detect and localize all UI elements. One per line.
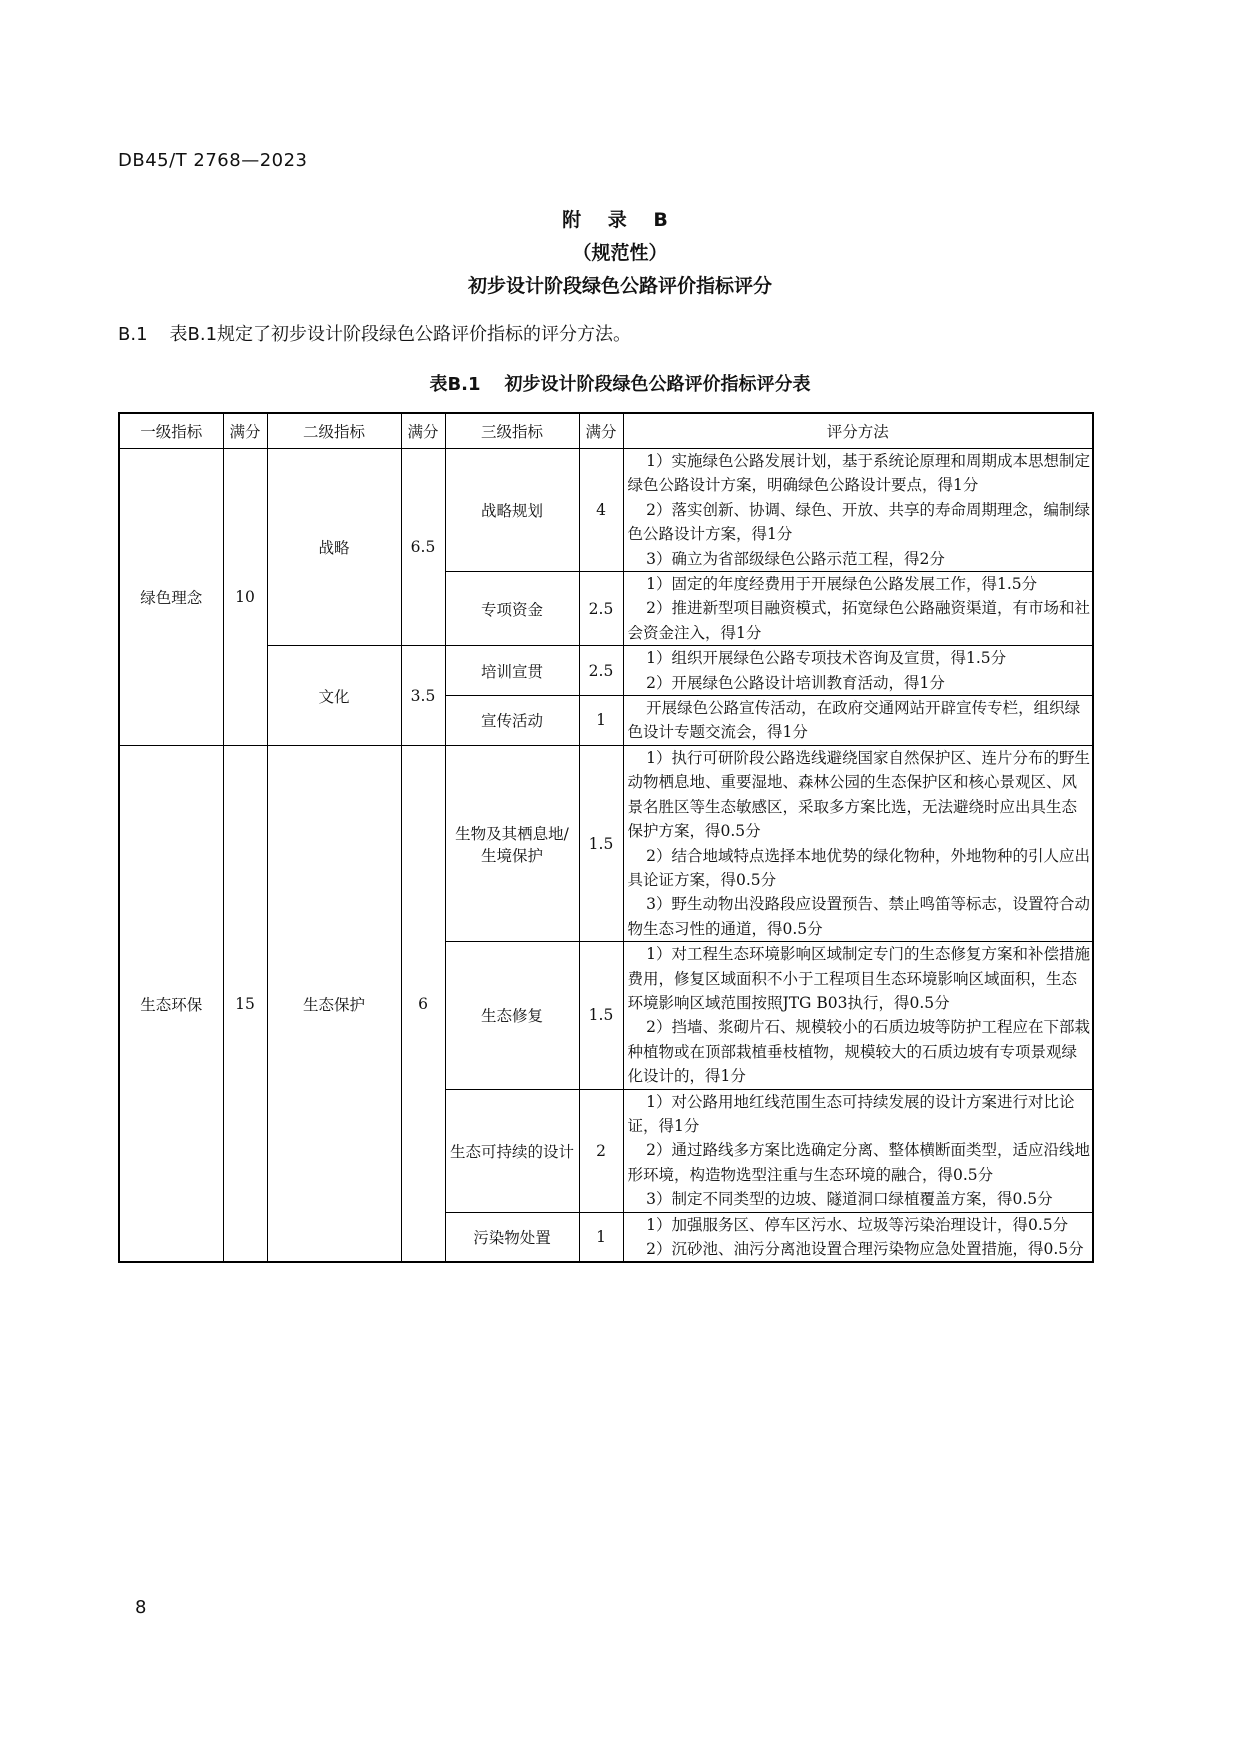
method-cell (623, 942, 1093, 1089)
table-caption (0, 370, 1240, 396)
level3-name-cell: 培训宣贯 (445, 646, 579, 696)
level3-score-cell: 2 (579, 1089, 623, 1212)
page-number: 8 (135, 1597, 147, 1618)
table-row (119, 745, 1093, 941)
method-line: 2）落实创新、协调、绿色、开放、共享的寿命周期理念，编制绿色公路设计方案，得1分 (627, 500, 1090, 544)
level1-name-cell: 绿色理念 (119, 449, 223, 746)
method-line: 2）推进新型项目融资模式，拓宽绿色公路融资渠道，有市场和社会资金注入，得1分 (627, 599, 1090, 642)
level2-score-cell: 3.5 (401, 646, 445, 746)
method-line: 2）结合地域特点选择本地优势的绿化物种，外地物种的引人应出具论证方案，得0.5分 (627, 846, 1090, 889)
header-cell: 满分 (579, 413, 623, 449)
method-line: 2）沉砂池、油污分离池设置合理污染物应急处置措施，得0.5分 (646, 1240, 1084, 1258)
level3-name-cell: 专项资金 (445, 572, 579, 646)
method-line: 3）野生动物出没路段应设置预告、禁止鸣笛等标志，设置符合动物生态习性的通道，得0.5分 (627, 895, 1090, 938)
table-caption-number: 表B.1 (429, 374, 481, 395)
document-code: DB45/T 2768—2023 (118, 150, 308, 171)
level2-name-cell: 生态保护 (267, 745, 401, 1262)
level3-score-cell: 2.5 (579, 572, 623, 646)
method-line: 2）通过路线多方案比选确定分离、整体横断面类型，适应沿线地形环境，构造物选型注重与生态环境的融合，得0.5分 (627, 1141, 1090, 1184)
level3-name-cell: 生物及其栖息地/生境保护 (445, 745, 579, 941)
level3-score-cell: 2.5 (579, 646, 623, 696)
method-line: 2）挡墙、浆砌片石、规模较小的石质边坡等防护工程应在下部栽种植物或在顶部栽植垂枝植物，规模较大的石质边坡有专项景观绿化设计的，得1分 (627, 1018, 1090, 1086)
level2-name-cell: 文化 (267, 646, 401, 746)
method-line: 1）加强服务区、停车区污水、垃圾等污染治理设计，得0.5分 (646, 1215, 1069, 1234)
method-line: 1）执行可研阶段公路选线避绕国家自然保护区、连片分布的野生动物栖息地、重要湿地、森林公园的生态保护区和核心景观区、风景名胜区等生态敏感区，采取多方案比选，无法避绕时应出具生态保护方案，得0.5分 (627, 748, 1090, 841)
level1-score-cell: 15 (223, 745, 267, 1262)
method-cell (623, 572, 1093, 646)
level1-score-cell: 10 (223, 449, 267, 746)
level3-score-cell: 1.5 (579, 745, 623, 941)
level2-name-cell: 战略 (267, 449, 401, 646)
method-line: 2）开展绿色公路设计培训教育活动，得1分 (646, 673, 945, 692)
intro-paragraph (118, 320, 631, 346)
method-line: 3）确立为省部级绿色公路示范工程，得2分 (646, 549, 945, 568)
level3-score-cell: 1.5 (579, 942, 623, 1089)
table-header-row (119, 413, 1093, 449)
intro-text: 表B.1规定了初步设计阶段绿色公路评价指标的评分方法。 (169, 324, 632, 345)
level1-name-cell: 生态环保 (119, 745, 223, 1262)
level3-name-cell: 战略规划 (445, 449, 579, 572)
method-line: 开展绿色公路宣传活动，在政府交通网站开辟宣传专栏，组织绿色设计专题交流会，得1分 (627, 699, 1081, 742)
header-cell: 满分 (401, 413, 445, 449)
level3-name-cell: 污染物处置 (445, 1212, 579, 1262)
header-cell: 二级指标 (267, 413, 401, 449)
level3-name-cell: 生态可持续的设计 (445, 1089, 579, 1212)
header-cell: 评分方法 (623, 413, 1093, 449)
table-caption-title: 初步设计阶段绿色公路评价指标评分表 (504, 374, 811, 395)
header-cell: 一级指标 (119, 413, 223, 449)
method-cell (623, 646, 1093, 696)
level3-name-cell: 生态修复 (445, 942, 579, 1089)
method-cell (623, 1089, 1093, 1212)
appendix-name: 初步设计阶段绿色公路评价指标评分 (467, 275, 772, 297)
method-cell (623, 1212, 1093, 1262)
grading-table (118, 412, 1094, 1263)
level3-name-cell: 宣传活动 (445, 696, 579, 746)
header-cell: 三级指标 (445, 413, 579, 449)
intro-section-number: B.1 (118, 324, 148, 345)
method-cell (623, 449, 1093, 572)
method-line: 1）组织开展绿色公路专项技术咨询及宣贯，得1.5分 (646, 649, 1007, 668)
appendix-type: （规范性） (572, 242, 668, 264)
table-body (119, 449, 1093, 1263)
method-line: 1）实施绿色公路发展计划，基于系统论原理和周期成本思想制定绿色公路设计方案，明确绿色公路设计要点，得1分 (627, 452, 1090, 495)
method-cell (623, 696, 1093, 746)
method-line: 3）制定不同类型的边坡、隧道洞口绿植覆盖方案，得0.5分 (646, 1190, 1053, 1209)
method-line: 1）固定的年度经费用于开展绿色公路发展工作，得1.5分 (646, 575, 1038, 594)
method-cell (623, 745, 1093, 941)
appendix-title: 附 录 B (562, 209, 678, 231)
level2-score-cell: 6 (401, 745, 445, 1262)
method-line: 1）对工程生态环境影响区域制定专门的生态修复方案和补偿措施费用，修复区域面积不小于工程项目生态环境影响区域面积，生态环境影响区域范围按照JTG B03执行，得0.5分 (627, 945, 1090, 1012)
method-line: 1）对公路用地红线范围生态可持续发展的设计方案进行对比论证，得1分 (627, 1092, 1075, 1135)
level2-score-cell: 6.5 (401, 449, 445, 646)
header-cell: 满分 (223, 413, 267, 449)
level3-score-cell: 4 (579, 449, 623, 572)
level3-score-cell: 1 (579, 1212, 623, 1262)
table-row (119, 449, 1093, 572)
level3-score-cell: 1 (579, 696, 623, 746)
